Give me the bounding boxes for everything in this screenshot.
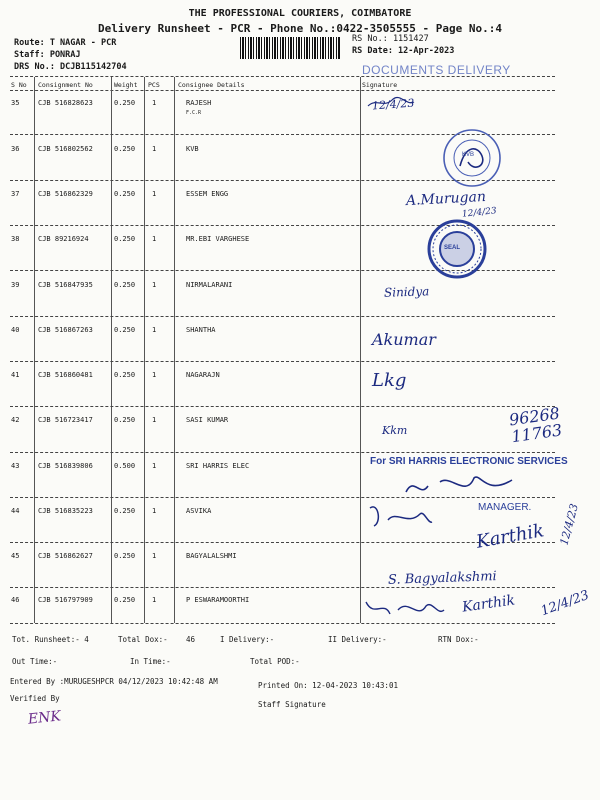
col-signature: Signature bbox=[362, 81, 398, 89]
row-consignment: CJB 516839806 bbox=[38, 462, 93, 470]
ii-delivery: II Delivery:- bbox=[328, 635, 387, 644]
signature-45-date: 12/4/23 bbox=[557, 502, 581, 547]
row-pcs: 1 bbox=[152, 235, 157, 243]
row-consignment: CJB 516862329 bbox=[38, 190, 93, 198]
signature-37-name: A.Murugan bbox=[405, 188, 487, 210]
row-consignee: NIRMALARANI bbox=[186, 281, 233, 289]
i-delivery: I Delivery:- bbox=[220, 635, 275, 644]
signature-46-name2: Karthik bbox=[461, 592, 516, 616]
row-consignment: CJB 516862627 bbox=[38, 552, 93, 560]
row-sno: 45 bbox=[11, 552, 20, 560]
row-weight: 0.250 bbox=[114, 371, 136, 379]
col-consignment: Consignment No bbox=[38, 81, 93, 89]
row-consignment: CJB 516828623 bbox=[38, 99, 93, 107]
row-consignee-sub: F.C.R bbox=[186, 110, 202, 116]
row-sno: 35 bbox=[11, 99, 20, 107]
row-separator bbox=[10, 587, 555, 588]
col-consignee: Consignee Details bbox=[178, 81, 245, 89]
row-weight: 0.250 bbox=[114, 552, 136, 560]
row-consignee: SHANTHA bbox=[186, 326, 216, 334]
row-pcs: 1 bbox=[152, 326, 157, 334]
kvb-seal-stamp bbox=[440, 126, 504, 190]
row-consignment: CJB 516797909 bbox=[38, 596, 93, 604]
col-pcs: PCS bbox=[148, 81, 160, 89]
row-consignee: ESSEM ENGG bbox=[186, 190, 229, 198]
entered-by: Entered By :MURUGESHPCR 04/12/2023 10:42:48 AM bbox=[10, 677, 218, 686]
signature-35-date: 12/4/23 bbox=[371, 96, 415, 113]
documents-delivery-stamp: DOCUMENTS DELIVERY bbox=[362, 63, 511, 77]
row-consignment: CJB 516835223 bbox=[38, 507, 93, 515]
header-rule-top bbox=[10, 76, 555, 77]
row-weight: 0.250 bbox=[114, 326, 136, 334]
verifier-initials: ENK bbox=[27, 708, 62, 728]
total-dox-label: Total Dox:- bbox=[118, 635, 168, 644]
out-time: Out Time:- bbox=[12, 657, 58, 666]
row-weight: 0.250 bbox=[114, 507, 136, 515]
row-separator bbox=[10, 361, 555, 362]
sri-harris-company-stamp: For SRI HARRIS ELECTRONIC SERVICES bbox=[370, 456, 568, 467]
row-consignee: SASI KUMAR bbox=[186, 416, 229, 424]
row-pcs: 1 bbox=[152, 552, 157, 560]
row-sno: 42 bbox=[11, 416, 20, 424]
staff-signature: Staff Signature bbox=[258, 700, 326, 709]
drs-number: DRS No.: DCJB115142704 bbox=[14, 62, 127, 72]
row-consignee: KVB bbox=[186, 145, 199, 153]
signature-44-scribble bbox=[366, 500, 436, 534]
row-sno: 44 bbox=[11, 507, 20, 515]
tot-runsheet: Tot. Runsheet:- 4 bbox=[12, 635, 89, 644]
signature-41: Lkg bbox=[372, 370, 407, 391]
row-weight: 0.250 bbox=[114, 416, 136, 424]
row-pcs: 1 bbox=[152, 416, 157, 424]
row-sno: 46 bbox=[11, 596, 20, 604]
row-consignment: CJB 516802562 bbox=[38, 145, 93, 153]
row-consignment: CJB 516847935 bbox=[38, 281, 93, 289]
row-sno: 37 bbox=[11, 190, 20, 198]
row-pcs: 1 bbox=[152, 371, 157, 379]
verified-by: Verified By bbox=[10, 694, 60, 703]
row-consignee: MR.EBI VARGHESE bbox=[186, 235, 250, 243]
signature-37-date: 12/4/23 bbox=[461, 206, 498, 220]
row-pcs: 1 bbox=[152, 462, 157, 470]
signature-39: Sinidya bbox=[383, 284, 430, 300]
col-weight: Weight bbox=[114, 81, 138, 89]
row-separator bbox=[10, 406, 555, 407]
row-sno: 40 bbox=[11, 326, 20, 334]
staff: Staff: PONRAJ bbox=[14, 50, 81, 60]
row-consignment: CJB 516860481 bbox=[38, 371, 93, 379]
signature-46-date: 12/4/23 bbox=[538, 587, 592, 620]
row-weight: 0.250 bbox=[114, 281, 136, 289]
signature-43-scribble bbox=[400, 468, 520, 504]
row-consignee: RAJESH bbox=[186, 99, 212, 107]
row-pcs: 1 bbox=[152, 507, 157, 515]
row-sno: 43 bbox=[11, 462, 20, 470]
row-consignment: CJB 516723417 bbox=[38, 416, 93, 424]
row-consignee: P ESWARAMOORTHI bbox=[186, 596, 250, 604]
signature-40: Akumar bbox=[372, 330, 436, 349]
row-pcs: 1 bbox=[152, 99, 157, 107]
signature-45-name: Karthik bbox=[474, 520, 546, 553]
signature-35-scribble bbox=[366, 96, 416, 110]
rs-date: RS Date: 12-Apr-2023 bbox=[352, 46, 455, 56]
header-rule-bottom bbox=[10, 90, 555, 91]
row-pcs: 1 bbox=[152, 145, 157, 153]
handwritten-phone-number: 96268 11763 bbox=[507, 403, 564, 447]
rs-number: RS No.: 1151427 bbox=[352, 34, 429, 44]
row-consignee: NAGARAJN bbox=[186, 371, 220, 379]
total-pod: Total POD:- bbox=[250, 657, 300, 666]
row-weight: 0.250 bbox=[114, 190, 136, 198]
row-pcs: 1 bbox=[152, 281, 157, 289]
round-seal-text: SEAL bbox=[444, 245, 461, 251]
row-consignee: BAGYALALSHMI bbox=[186, 552, 237, 560]
row-separator bbox=[10, 452, 555, 453]
signature-46-scribble bbox=[362, 596, 446, 622]
route: Route: T NAGAR - PCR bbox=[14, 38, 117, 48]
printed-on: Printed On: 12-04-2023 10:43:01 bbox=[258, 681, 398, 690]
row-separator bbox=[10, 542, 555, 543]
row-weight: 0.250 bbox=[114, 99, 136, 107]
row-sno: 41 bbox=[11, 371, 20, 379]
total-dox-value: 46 bbox=[186, 635, 196, 644]
row-consignment: CJB 89216924 bbox=[38, 235, 89, 243]
row-sno: 38 bbox=[11, 235, 20, 243]
signature-46-name: S. Bagyalakshmi bbox=[387, 569, 497, 588]
row-consignee: ASVIKA bbox=[186, 507, 212, 515]
rtn-dox: RTN Dox:- bbox=[438, 635, 479, 644]
row-weight: 0.250 bbox=[114, 145, 136, 153]
runsheet-title: Delivery Runsheet - PCR - Phone No.:0422-3505555 - Page No.:4 bbox=[98, 22, 502, 35]
row-sno: 36 bbox=[11, 145, 20, 153]
row-separator bbox=[10, 316, 555, 317]
col-sno: S No bbox=[11, 81, 27, 89]
row-pcs: 1 bbox=[152, 190, 157, 198]
company-title: THE PROFESSIONAL COURIERS, COIMBATORE bbox=[188, 8, 412, 19]
kvb-seal-text: KVB bbox=[462, 152, 475, 158]
signature-42: Kkm bbox=[382, 424, 408, 437]
row-weight: 0.250 bbox=[114, 596, 136, 604]
in-time: In Time:- bbox=[130, 657, 171, 666]
row-weight: 0.500 bbox=[114, 462, 136, 470]
table-bottom-rule bbox=[10, 623, 555, 624]
manager-stamp: MANAGER. bbox=[478, 502, 532, 513]
row-sno: 39 bbox=[11, 281, 20, 289]
row-consignee: SRI HARRIS ELEC bbox=[186, 462, 250, 470]
row-pcs: 1 bbox=[152, 596, 157, 604]
row-consignment: CJB 516867263 bbox=[38, 326, 93, 334]
barcode bbox=[240, 37, 340, 59]
row-weight: 0.250 bbox=[114, 235, 136, 243]
